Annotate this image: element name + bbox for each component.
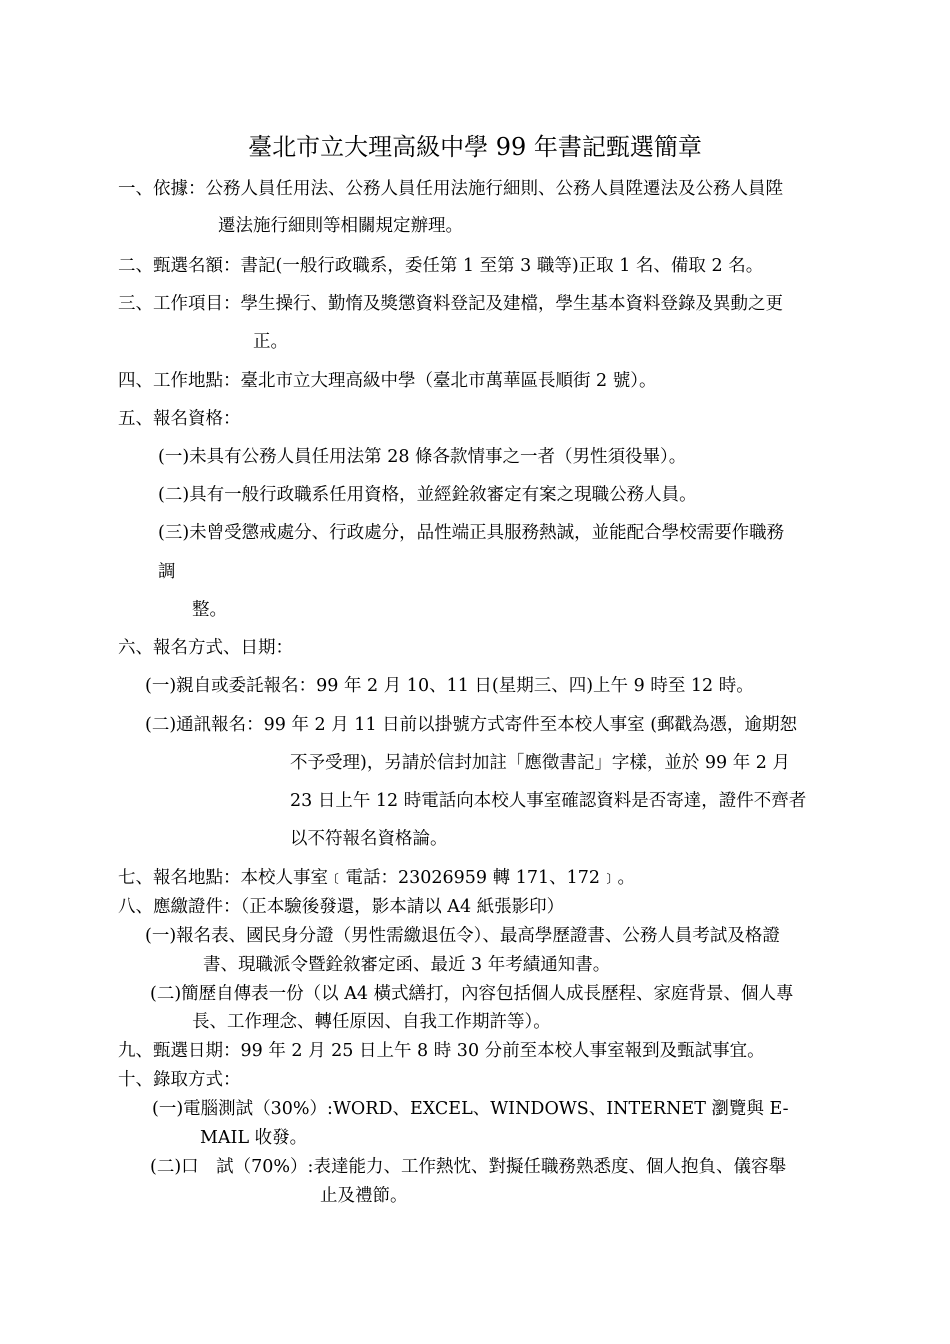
section-10-item-2-cont: 止及禮節。 — [320, 1186, 408, 1206]
section-5-heading: 五、報名資格： — [118, 409, 241, 429]
section-3-line-2: 正。 — [253, 332, 288, 352]
section-6-item-1: (一)親自或委託報名：99 年 2 月 10、11 日(星期三、四)上午 9 時至 12 時。 — [145, 676, 754, 696]
section-1-line-1: 一、依據：公務人員任用法、公務人員任用法施行細則、公務人員陞遷法及公務人員陞 — [118, 179, 783, 199]
section-2-line-1: 二、甄選名額：書記(一般行政職系，委任第 1 至第 3 職等)正取 1 名、備取 2 名。 — [118, 256, 764, 276]
section-3-line-1: 三、工作項目：學生操行、勤惰及獎懲資料登記及建檔，學生基本資料登錄及異動之更 — [118, 294, 783, 314]
section-5-item-1: (一)未具有公務人員任用法第 28 條各款情事之一者（男性須役畢）。 — [158, 447, 687, 467]
section-10-item-2: (二)口 試（70%）:表達能力、工作熱忱、對擬任職務熟悉度、個人抱負、儀容舉 — [150, 1157, 786, 1177]
section-9-line-1: 九、甄選日期：99 年 2 月 25 日上午 8 時 30 分前至本校人事室報到及甄試事宜。 — [118, 1041, 765, 1061]
section-10-item-1-cont: MAIL 收發。 — [200, 1128, 308, 1148]
section-8-item-2-cont: 長、工作理念、轉任原因、自我工作期許等）。 — [192, 1012, 551, 1032]
section-4-line-1: 四、工作地點：臺北市立大理高級中學（臺北市萬華區長順街 2 號）。 — [118, 371, 657, 391]
section-10-item-1: (一)電腦測試（30%）:WORD、EXCEL、WINDOWS、INTERNET 瀏覽與 E- — [152, 1099, 789, 1119]
section-8-heading: 八、應繳證件：（正本驗後發還，影本請以 A4 紙張影印） — [118, 897, 565, 917]
section-10-heading: 十、錄取方式： — [118, 1070, 241, 1090]
section-7-line-1: 七、報名地點：本校人事室﹝電話：23026959 轉 171、172﹞。 — [118, 868, 636, 888]
section-6-item-2-cont-2: 23 日上午 12 時電話向本校人事室確認資料是否寄達，證件不齊者 — [290, 791, 807, 811]
section-1-line-2: 遷法施行細則等相關規定辦理。 — [218, 216, 463, 236]
section-6-item-2: (二)通訊報名：99 年 2 月 11 日前以掛號方式寄件至本校人事室 (郵戳為憑，逾期恕 — [145, 715, 798, 735]
section-6-item-2-cont-1: 不予受理)，另請於信封加註「應徵書記」字樣，並於 99 年 2 月 — [290, 753, 790, 773]
section-5-item-3-cont: 調 — [158, 562, 176, 582]
section-5-item-2: (二)具有一般行政職系任用資格，並經銓敘審定有案之現職公務人員。 — [158, 485, 697, 505]
section-6-item-2-cont-3: 以不符報名資格論。 — [290, 829, 448, 849]
document-title: 臺北市立大理高級中學 99 年書記甄選簡章 — [248, 133, 702, 161]
section-5-item-3: (三)未曾受懲戒處分、行政處分，品性端正具服務熱誠，並能配合學校需要作職務 — [158, 523, 785, 543]
section-8-item-2: (二)簡歷自傳表一份（以 A4 橫式繕打，內容包括個人成長歷程、家庭背景、個人專 — [150, 984, 794, 1004]
section-5-item-3-end: 整。 — [192, 600, 227, 620]
section-6-heading: 六、報名方式、日期： — [118, 638, 293, 658]
section-8-item-1-cont: 書、現職派令暨銓敘審定函、最近 3 年考績通知書。 — [203, 955, 611, 975]
section-8-item-1: (一)報名表、國民身分證（男性需繳退伍令）、最高學歷證書、公務人員考試及格證 — [145, 926, 780, 946]
